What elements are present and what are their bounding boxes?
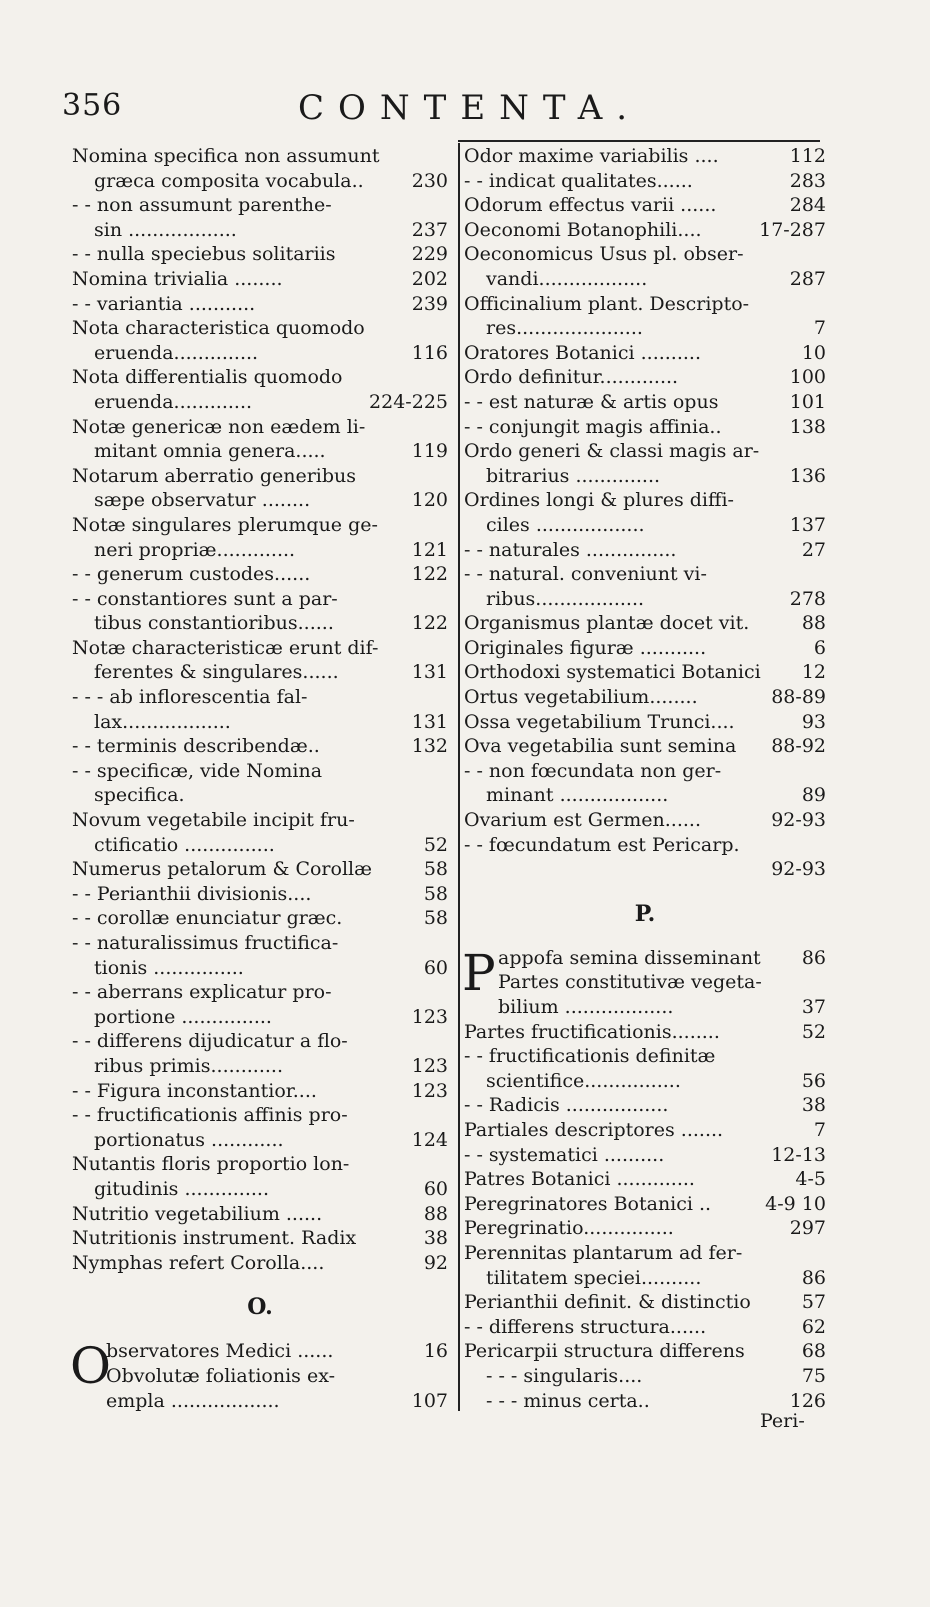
- entry-text: - - est naturæ & artis opus: [464, 390, 719, 413]
- entry-text: eruenda.............: [94, 390, 253, 413]
- entry-page: 38: [423, 1227, 448, 1250]
- entry-text: Ordo generi & classi magis ar-: [464, 440, 760, 463]
- entry-page: 229: [411, 243, 448, 266]
- entry-text: tionis ...............: [94, 956, 244, 979]
- index-entry: [464, 1216, 826, 1241]
- entry-page: 239: [411, 292, 448, 315]
- entry-page: 75: [801, 1364, 826, 1387]
- index-entry: [72, 1005, 448, 1030]
- section-letter-p: P.: [634, 900, 656, 927]
- entry-text: - - fœcundatum est Pericarp.: [464, 833, 740, 856]
- entry-page: 137: [789, 513, 826, 536]
- entry-page: 283: [789, 169, 826, 192]
- entry-text: portionatus ............: [94, 1128, 284, 1151]
- index-entry: [72, 488, 448, 513]
- entry-text: Nomina specifica non assumunt: [72, 145, 380, 167]
- entry-text: specifica.: [94, 784, 185, 807]
- entry-page: 131: [411, 661, 448, 684]
- index-entry: [72, 710, 448, 735]
- index-entry: [72, 1029, 448, 1054]
- index-entry: [464, 488, 826, 513]
- index-entry: [464, 390, 826, 415]
- entry-page: 4-9 10: [765, 1192, 826, 1215]
- entry-page: 17-287: [759, 218, 826, 241]
- entry-text: Ortus vegetabilium........: [464, 686, 698, 709]
- entry-page: 107: [411, 1389, 448, 1412]
- dropcap-p: P: [462, 943, 496, 1002]
- entry-text: Ovarium est Germen......: [464, 809, 701, 832]
- entry-page: 123: [411, 1005, 448, 1028]
- index-entry: [72, 906, 448, 931]
- entry-page: 116: [411, 341, 448, 364]
- entry-text: Originales figuræ ...........: [464, 636, 707, 659]
- entry-page: 124: [411, 1128, 448, 1151]
- index-entry: [72, 587, 448, 612]
- index-entry: [72, 267, 448, 292]
- entry-text: Oeconomicus Usus pl. obser-: [464, 243, 744, 266]
- entry-page: 56: [801, 1069, 826, 1092]
- entry-page: 88-89: [771, 686, 826, 709]
- index-entry: [464, 1044, 826, 1069]
- index-entry: [72, 439, 448, 464]
- entry-page: 123: [411, 1079, 448, 1102]
- entry-text: Nutritio vegetabilium ......: [72, 1202, 323, 1225]
- entry-page: 57: [801, 1291, 826, 1314]
- entry-text: - - generum custodes......: [72, 563, 311, 586]
- entry-text: - - non assumunt parenthe-: [72, 194, 332, 217]
- index-entry: [72, 734, 448, 759]
- header-rule: [458, 140, 820, 142]
- entry-page: 287: [789, 267, 826, 290]
- index-entry: [464, 1020, 826, 1045]
- entry-page: 237: [411, 218, 448, 241]
- entry-page: 52: [423, 833, 448, 856]
- index-entry: [464, 292, 826, 317]
- entry-text: Peregrinatores Botanici ..: [464, 1192, 712, 1215]
- index-entry: [72, 1152, 448, 1177]
- left-column: [72, 144, 448, 1413]
- index-entry: [464, 1069, 826, 1094]
- index-entry: [464, 1093, 826, 1118]
- running-head: CONTENTA.: [298, 88, 642, 128]
- section-p-more-entries: [464, 1020, 826, 1414]
- entry-text: - - indicat qualitates......: [464, 169, 693, 192]
- entry-text: Nutantis floris proportio lon-: [72, 1153, 350, 1176]
- section-p-block: [462, 943, 826, 1020]
- entry-text: eruenda..............: [94, 341, 259, 364]
- index-entry: [72, 931, 448, 956]
- entry-page: 100: [789, 366, 826, 389]
- entry-text: bitrarius ..............: [486, 464, 661, 487]
- entry-text: Patres Botanici .............: [464, 1168, 695, 1191]
- index-entry: [72, 242, 448, 267]
- entry-page: 132: [411, 735, 448, 758]
- entry-text: Partiales descriptores .......: [464, 1118, 724, 1141]
- entry-text: Nota characteristica quomodo: [72, 317, 365, 340]
- entry-text: tibus constantioribus......: [94, 612, 334, 635]
- index-entry: [72, 833, 448, 858]
- entry-text: Odor maxime variabilis ....: [464, 145, 719, 167]
- index-entry: [72, 390, 448, 415]
- entry-page: 37: [801, 996, 826, 1018]
- index-entry: [464, 464, 826, 489]
- entry-text: Perennitas plantarum ad fer-: [464, 1241, 743, 1264]
- entry-text: - - fructificationis definitæ: [464, 1045, 716, 1068]
- entry-page: 60: [423, 1177, 448, 1200]
- index-entry: [72, 464, 448, 489]
- entry-text: - - Perianthii divisionis....: [72, 882, 312, 905]
- index-entry: [464, 1364, 826, 1389]
- entry-text: Partes constitutivæ vegeta-: [498, 971, 762, 994]
- entry-text: - - corollæ enunciatur græc.: [72, 907, 343, 930]
- entry-page: 121: [411, 538, 448, 561]
- entry-text: Ova vegetabilia sunt semina: [464, 735, 737, 758]
- index-entry: [72, 341, 448, 366]
- entry-page: 88-92: [771, 735, 826, 758]
- index-entry: [72, 636, 448, 661]
- entry-page: 202: [411, 267, 448, 290]
- entry-page: 88: [423, 1202, 448, 1225]
- entry-text: Notæ singulares plerumque ge-: [72, 513, 378, 536]
- entry-page: 58: [423, 858, 448, 881]
- index-entry: [72, 808, 448, 833]
- index-entry: [464, 1339, 826, 1364]
- index-entry: [72, 611, 448, 636]
- entry-page: 278: [789, 587, 826, 610]
- index-entry: [464, 267, 826, 292]
- entry-text: Officinalium plant. Descripto-: [464, 292, 750, 315]
- entry-page: 60: [423, 956, 448, 979]
- entry-text: Ordines longi & plures diffi-: [464, 489, 734, 512]
- section-letter-o: O.: [247, 1294, 273, 1321]
- entry-text: Notæ characteristicæ erunt dif-: [72, 636, 379, 659]
- index-entry: [464, 538, 826, 563]
- index-entry: [464, 970, 826, 995]
- entry-page: 7: [813, 317, 826, 340]
- entry-text: - - aberrans explicatur pro-: [72, 981, 332, 1004]
- entry-text: sæpe observatur ........: [94, 489, 311, 512]
- index-entry: [464, 611, 826, 636]
- entry-page: 297: [789, 1217, 826, 1240]
- index-entry: [464, 946, 826, 971]
- section-o-entries: [72, 1339, 448, 1413]
- entry-text: bservatores Medici ......: [106, 1340, 334, 1363]
- entry-text: empla ..................: [106, 1389, 280, 1412]
- index-entry: [72, 1054, 448, 1079]
- index-entry: [464, 1192, 826, 1217]
- index-entry: [464, 144, 826, 169]
- index-entry: [72, 1128, 448, 1153]
- index-entry: [72, 685, 448, 710]
- left-entries: [72, 144, 448, 1275]
- entry-text: - - constantiores sunt a par-: [72, 587, 338, 610]
- index-entry: [464, 857, 826, 882]
- catchword: Peri-: [760, 1410, 805, 1432]
- entry-page: 58: [423, 907, 448, 930]
- entry-page: 136: [789, 464, 826, 487]
- entry-page: 7: [813, 1118, 826, 1141]
- entry-page: 92: [423, 1251, 448, 1274]
- entry-page: 284: [789, 194, 826, 217]
- entry-text: vandi..................: [486, 267, 648, 290]
- index-entry: [464, 783, 826, 808]
- index-entry: [72, 193, 448, 218]
- entry-page: 230: [411, 169, 448, 192]
- entry-text: - - - minus certa..: [486, 1389, 650, 1412]
- index-entry: [464, 1266, 826, 1291]
- entry-text: Peregrinatio...............: [464, 1217, 674, 1240]
- entry-text: - - naturales ...............: [464, 538, 677, 561]
- entry-text: neri propriæ.............: [94, 538, 296, 561]
- entry-text: ctificatio ...............: [94, 833, 275, 856]
- entry-text: Oratores Botanici ..........: [464, 341, 702, 364]
- index-entry: [464, 1143, 826, 1168]
- index-entry: [72, 759, 448, 784]
- entry-page: 92-93: [771, 858, 826, 881]
- index-entry: [464, 316, 826, 341]
- entry-page: 38: [801, 1094, 826, 1117]
- entry-page: 224-225: [369, 390, 448, 413]
- entry-text: Nutritionis instrument. Radix: [72, 1227, 357, 1250]
- entry-text: - - differens dijudicatur a flo-: [72, 1030, 348, 1053]
- index-entry: [464, 415, 826, 440]
- entry-text: appofa semina disseminant: [498, 946, 761, 969]
- entry-text: Ordo definitur.............: [464, 366, 679, 389]
- index-entry: [464, 1290, 826, 1315]
- entry-text: - - differens structura......: [464, 1315, 707, 1338]
- entry-page: 68: [801, 1340, 826, 1363]
- index-entry: [464, 513, 826, 538]
- index-entry: [72, 1226, 448, 1251]
- entry-page: 123: [411, 1054, 448, 1077]
- index-entry: [72, 538, 448, 563]
- entry-page: 86: [801, 1266, 826, 1289]
- index-entry: [72, 1251, 448, 1276]
- entry-text: Novum vegetabile incipit fru-: [72, 809, 355, 832]
- index-entry: [72, 1389, 448, 1414]
- entry-page: 58: [423, 882, 448, 905]
- entry-text: - - non fœcundata non ger-: [464, 759, 722, 782]
- entry-text: Pericarpii structura differens: [464, 1340, 745, 1363]
- entry-page: 101: [789, 390, 826, 413]
- entry-text: Numerus petalorum & Corollæ: [72, 858, 372, 881]
- entry-text: scientifice................: [486, 1069, 681, 1092]
- entry-text: Nymphas refert Corolla....: [72, 1251, 325, 1274]
- index-entry: [72, 169, 448, 194]
- entry-text: - - fructificationis affinis pro-: [72, 1104, 348, 1127]
- entry-text: - - systematici ..........: [464, 1143, 665, 1166]
- index-entry: [464, 1118, 826, 1143]
- entry-text: bilium ..................: [498, 996, 674, 1018]
- entry-page: 122: [411, 612, 448, 635]
- entry-text: Nomina trivialia ........: [72, 267, 283, 290]
- entry-text: portione ...............: [94, 1005, 272, 1028]
- index-entry: [72, 1177, 448, 1202]
- index-entry: [464, 995, 826, 1020]
- entry-text: - - Radicis .................: [464, 1094, 669, 1117]
- index-entry: [464, 1167, 826, 1192]
- index-entry: [464, 685, 826, 710]
- index-entry: [72, 956, 448, 981]
- entry-page: 10: [801, 341, 826, 364]
- index-entry: [464, 833, 826, 858]
- index-entry: [72, 365, 448, 390]
- index-entry: [464, 218, 826, 243]
- entry-text: Ossa vegetabilium Trunci....: [464, 710, 735, 733]
- entry-text: tilitatem speciei..........: [486, 1266, 702, 1289]
- entry-text: lax..................: [94, 710, 231, 733]
- entry-text: - - natural. conveniunt vi-: [464, 563, 707, 586]
- index-entry: [464, 734, 826, 759]
- entry-page: 119: [411, 440, 448, 463]
- entry-text: Nota differentialis quomodo: [72, 366, 343, 389]
- index-entry: [464, 562, 826, 587]
- section-p-entries: [462, 943, 826, 1020]
- entry-page: 122: [411, 563, 448, 586]
- index-entry: [464, 242, 826, 267]
- entry-page: 112: [789, 145, 826, 167]
- index-entry: [72, 513, 448, 538]
- index-entry: [72, 857, 448, 882]
- entry-text: Notæ genericæ non eædem li-: [72, 415, 366, 438]
- index-entry: [72, 1202, 448, 1227]
- entry-page: 93: [801, 710, 826, 733]
- entry-text: Organismus plantæ docet vit.: [464, 612, 750, 635]
- index-entry: [464, 365, 826, 390]
- entry-text: minant ..................: [486, 784, 669, 807]
- index-entry: [72, 882, 448, 907]
- entry-page: 126: [789, 1389, 826, 1412]
- index-entry: [464, 710, 826, 735]
- section-o-block: [72, 1339, 448, 1413]
- entry-page: 16: [423, 1340, 448, 1363]
- right-column: [464, 144, 826, 1413]
- index-entry: [72, 660, 448, 685]
- index-entry: [72, 218, 448, 243]
- entry-text: res.....................: [486, 317, 643, 340]
- index-entry: [72, 144, 448, 169]
- entry-page: 12: [801, 661, 826, 684]
- index-entry: [72, 316, 448, 341]
- entry-text: - - Figura inconstantior....: [72, 1079, 317, 1102]
- entry-page: 52: [801, 1020, 826, 1043]
- entry-text: mitant omnia genera.....: [94, 440, 326, 463]
- entry-text: Orthodoxi systematici Botanici: [464, 661, 761, 684]
- entry-page: 131: [411, 710, 448, 733]
- index-entry: [72, 1339, 448, 1364]
- index-entry: [72, 1079, 448, 1104]
- entry-page: 92-93: [771, 809, 826, 832]
- index-entry: [72, 1364, 448, 1389]
- index-entry: [464, 660, 826, 685]
- entry-text: ribus..................: [486, 587, 645, 610]
- entry-text: Partes fructificationis........: [464, 1020, 720, 1043]
- index-entry: [72, 292, 448, 317]
- entry-text: - - terminis describendæ..: [72, 735, 320, 758]
- index-entry: [72, 980, 448, 1005]
- entry-page: 120: [411, 489, 448, 512]
- entry-text: - - naturalissimus fructifica-: [72, 932, 339, 954]
- entry-text: sin ..................: [94, 218, 237, 241]
- index-entry: [464, 587, 826, 612]
- right-entries: [464, 144, 826, 882]
- entry-page: 88: [801, 612, 826, 635]
- index-entry: [464, 193, 826, 218]
- index-entry: [464, 1241, 826, 1266]
- entry-text: - - specificæ, vide Nomina: [72, 759, 323, 782]
- index-entry: [72, 562, 448, 587]
- entry-text: Notarum aberratio generibus: [72, 464, 357, 487]
- entry-text: Odorum effectus varii ......: [464, 194, 717, 217]
- entry-text: ferentes & singulares......: [94, 661, 339, 684]
- entry-page: 138: [789, 415, 826, 438]
- entry-page: 4-5: [795, 1168, 826, 1191]
- entry-page: 12-13: [771, 1143, 826, 1166]
- entry-text: græca composita vocabula..: [94, 169, 364, 192]
- index-entry: [464, 759, 826, 784]
- entry-text: - - nulla speciebus solitariis: [72, 243, 336, 266]
- entry-page: 86: [801, 946, 826, 969]
- entry-text: - - - ab inflorescentia fal-: [72, 686, 308, 709]
- entry-text: Oeconomi Botanophili....: [464, 218, 702, 241]
- index-entry: [464, 341, 826, 366]
- entry-page: 6: [813, 636, 826, 659]
- entry-text: ciles ..................: [486, 513, 645, 536]
- index-entry: [464, 439, 826, 464]
- index-entry: [72, 783, 448, 808]
- index-entry: [464, 808, 826, 833]
- dropcap-o: O: [70, 1337, 111, 1396]
- index-entry: [464, 1315, 826, 1340]
- entry-page: 62: [801, 1315, 826, 1338]
- entry-text: - - variantia ...........: [72, 292, 256, 315]
- entry-page: 27: [801, 538, 826, 561]
- index-entry: [464, 636, 826, 661]
- entry-text: gitudinis ..............: [94, 1177, 270, 1200]
- column-divider: [458, 143, 460, 1411]
- entry-text: - - conjungit magis affinia..: [464, 415, 722, 438]
- entry-page: 89: [801, 784, 826, 807]
- index-entry: [72, 1103, 448, 1128]
- index-entry: [72, 415, 448, 440]
- page-number: 356: [62, 88, 123, 123]
- entry-text: ribus primis............: [94, 1054, 283, 1077]
- entry-text: - - - singularis....: [486, 1364, 643, 1387]
- index-entry: [464, 169, 826, 194]
- entry-text: Perianthii definit. & distinctio: [464, 1291, 751, 1314]
- entry-text: Obvolutæ foliationis ex-: [106, 1364, 336, 1387]
